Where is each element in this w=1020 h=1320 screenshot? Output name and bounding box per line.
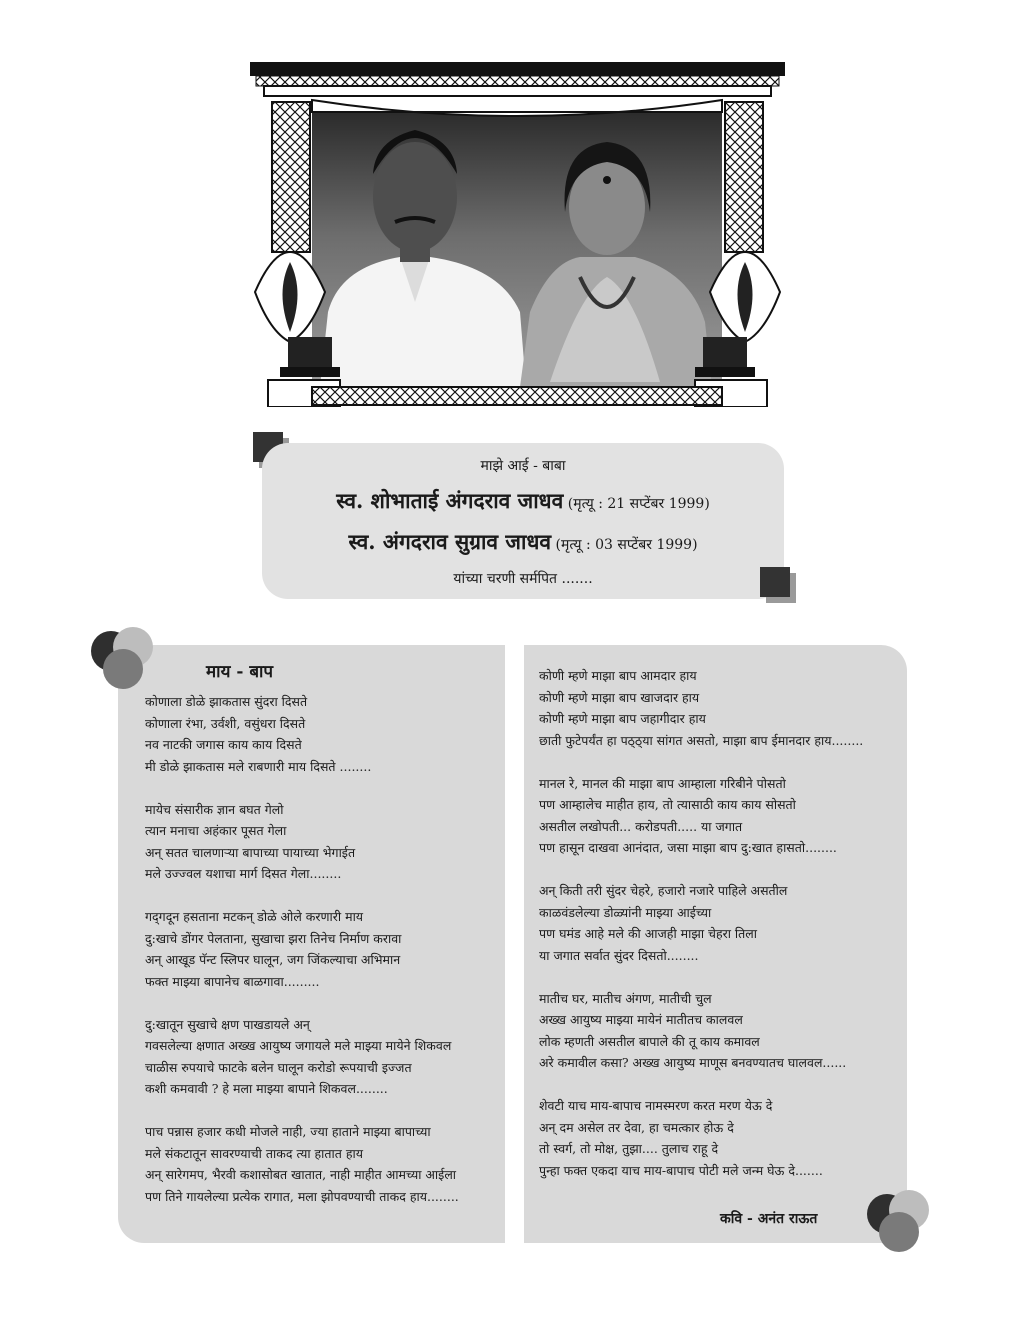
decorative-circles-bottom-right: [867, 1190, 939, 1262]
poem-line: या जगात सर्वात सुंदर दिसतो........: [539, 947, 699, 963]
poem-line: अरे कमावील कसा? अख्ख आयुष्य माणूस बनवण्यातच घालवल......: [539, 1055, 847, 1070]
poem-line: फक्त माझ्या बापानेच बाळगावा.........: [145, 973, 320, 989]
poem-line: कोणाला डोळे झाकतास सुंदरा दिसते: [145, 694, 308, 709]
decorative-circles-top-left: [91, 627, 163, 699]
poem-line: दु:खाचे डोंगर पेलताना, सुखाचा झरा तिनेच निर्माण करावा: [145, 930, 402, 946]
poem-line: अन् सारेगमप, भैरवी कशासोबत खातात, नाही माहीत आमच्या आईला: [145, 1167, 457, 1182]
poem-stanza: [145, 799, 459, 885]
poem-line: लोक म्हणती असतील बापाले की तू काय कमावल: [539, 1033, 760, 1049]
poem-line: मले संकटातून सावरण्याची ताकद त्या हातात हाय: [145, 1145, 363, 1161]
poem-line: मी डोळे झाकतास मले राबणारी माय दिसते ........: [145, 758, 372, 774]
poem-line: पाच पन्नास हजार कधी मोजले नाही, ज्या हाताने माझ्या बापाच्या: [145, 1124, 431, 1139]
poem-stanza: [145, 1014, 459, 1100]
father-name: स्व. अंगदराव सुग्राव जाधव: [348, 529, 552, 554]
poem-line: अन् सतत चालणाऱ्या बापाच्या पायाच्या भेगाईत: [145, 844, 356, 860]
poem-line: दु:खातून सुखाचे क्षण पाखडायले अन्: [145, 1016, 310, 1032]
poem-line: तो स्वर्ग, तो मोक्ष, तुझा.... तुलाच राहू दे: [539, 1141, 719, 1156]
poem-panel-right: [524, 645, 907, 1243]
dedication-line-mother: [262, 487, 784, 515]
mother-name: स्व. शोभाताई अंगदराव जाधव: [336, 488, 564, 513]
poem-stanza: [539, 988, 863, 1074]
dedication-panel: [262, 443, 784, 599]
poem-stanza: [145, 1121, 459, 1207]
poem-line: अख्ख आयुष्य माझ्या मायेनं मातीतच कालवल: [539, 1012, 743, 1027]
poem-line: गवसलेल्या क्षणात अख्ख आयुष्य जगायले मले माझ्या मायेने शिकवल: [145, 1038, 452, 1053]
poem-line: गद्‌गदून हसताना मटकन् डोळे ओले करणारी माय: [145, 909, 364, 924]
poem-left-column: [145, 691, 459, 1229]
poem-line: पुन्हा फक्त एकदा याच माय-बापाच पोटी मले जन्म घेऊ दे.......: [539, 1162, 823, 1178]
poem-stanza: [539, 773, 863, 859]
father-death-date: (मृत्यू : 03 सप्टेंबर 1999): [555, 537, 698, 553]
poet-credit: कवि - अनंत राऊत: [720, 1211, 818, 1227]
ornate-frame-illustration: [250, 62, 785, 407]
poem-line: पण तिने गायलेल्या प्रत्येक रागात, मला झोपवण्याची ताकद हाय........: [145, 1188, 459, 1204]
poem-stanza: [539, 880, 863, 966]
poem-line: असतील लखोपती... करोडपती..... या जगात: [539, 818, 743, 834]
poem-line: कोणी म्हणे माझा बाप आमदार हाय: [539, 668, 697, 683]
poem-right-column: [539, 665, 863, 1203]
poem-line: मले उज्ज्वल यशाचा मार्ग दिसत गेला........: [145, 866, 342, 881]
poem-line: अन् दम असेल तर देवा, हा चमत्कार होऊ दे: [539, 1119, 734, 1135]
poem-line: नव नाटकी जगास काय काय दिसते: [145, 737, 302, 752]
poem-line: कोणी म्हणे माझा बाप खाजदार हाय: [539, 689, 700, 705]
poem-stanza: [539, 665, 863, 751]
poem-line: पण हासून दाखवा आनंदात, जसा माझा बाप दु:खात हासतो........: [539, 840, 837, 855]
poem-stanza: [145, 691, 459, 777]
memorial-photo-frame: [250, 62, 785, 407]
dedication-footer: यांच्या चरणी सर्मपित .......: [453, 571, 593, 587]
poem-line: मायेच संसारीक ज्ञान बघत गेलो: [145, 801, 284, 817]
dedication-line-father: [262, 528, 784, 556]
poem-line: काळवंडलेल्या डोळ्यांनी माझ्या आईच्या: [539, 904, 712, 920]
poem-line: शेवटी याच माय-बापाच नामस्मरण करत मरण येऊ दे: [539, 1098, 773, 1113]
poem-line: कशी कमवावी ? हे मला माझ्या बापाने शिकवल........: [145, 1081, 388, 1096]
mother-death-date: (मृत्यू : 21 सप्टेंबर 1999): [567, 496, 710, 512]
poem-line: चाळीस रुपयाचे फाटके बलेन घालून करोडो रूपयाची इज्जत: [145, 1059, 412, 1075]
poem-stanza: [539, 1095, 863, 1181]
poem-line: छाती फुटेपर्यंत हा पठ्ठ्या सांगत असतो, माझा बाप ईमानदार हाय........: [539, 732, 864, 748]
poem-panel-left: [118, 645, 505, 1243]
poem-line: कोणाला रंभा, उर्वशी, वसुंधरा दिसते: [145, 715, 306, 731]
poem-line: पण आम्हालेच माहीत हाय, तो त्यासाठी काय काय सोसतो: [539, 797, 796, 812]
poem-line: मानल रे, मानल की माझा बाप आम्हाला गरिबीने पोसतो: [539, 775, 786, 791]
poem-line: अन् किती तरी सुंदर चेहरे, हजारो नजारे पाहिले असतील: [539, 883, 788, 898]
poem-line: त्यान मनाचा अहंकार पूसत गेला: [145, 823, 287, 838]
poem-line: कोणी म्हणे माझा बाप जहागीदार हाय: [539, 711, 706, 726]
poem-line: अन् आखूड पॅन्ट स्लिपर घालून, जग जिंकल्याचा अभिमान: [145, 952, 401, 967]
poem-stanza: [145, 906, 459, 992]
poem-line: पण घमंड आहे मले की आजही माझा चेहरा तिला: [539, 926, 758, 941]
poem-line: मातीच घर, मातीच अंगण, मातीची चुल: [539, 990, 712, 1006]
poem-title: माय - बाप: [206, 662, 274, 682]
dedication-subtitle: माझे आई - बाबा: [480, 458, 566, 474]
decorative-square-bottom-right: [760, 567, 790, 597]
